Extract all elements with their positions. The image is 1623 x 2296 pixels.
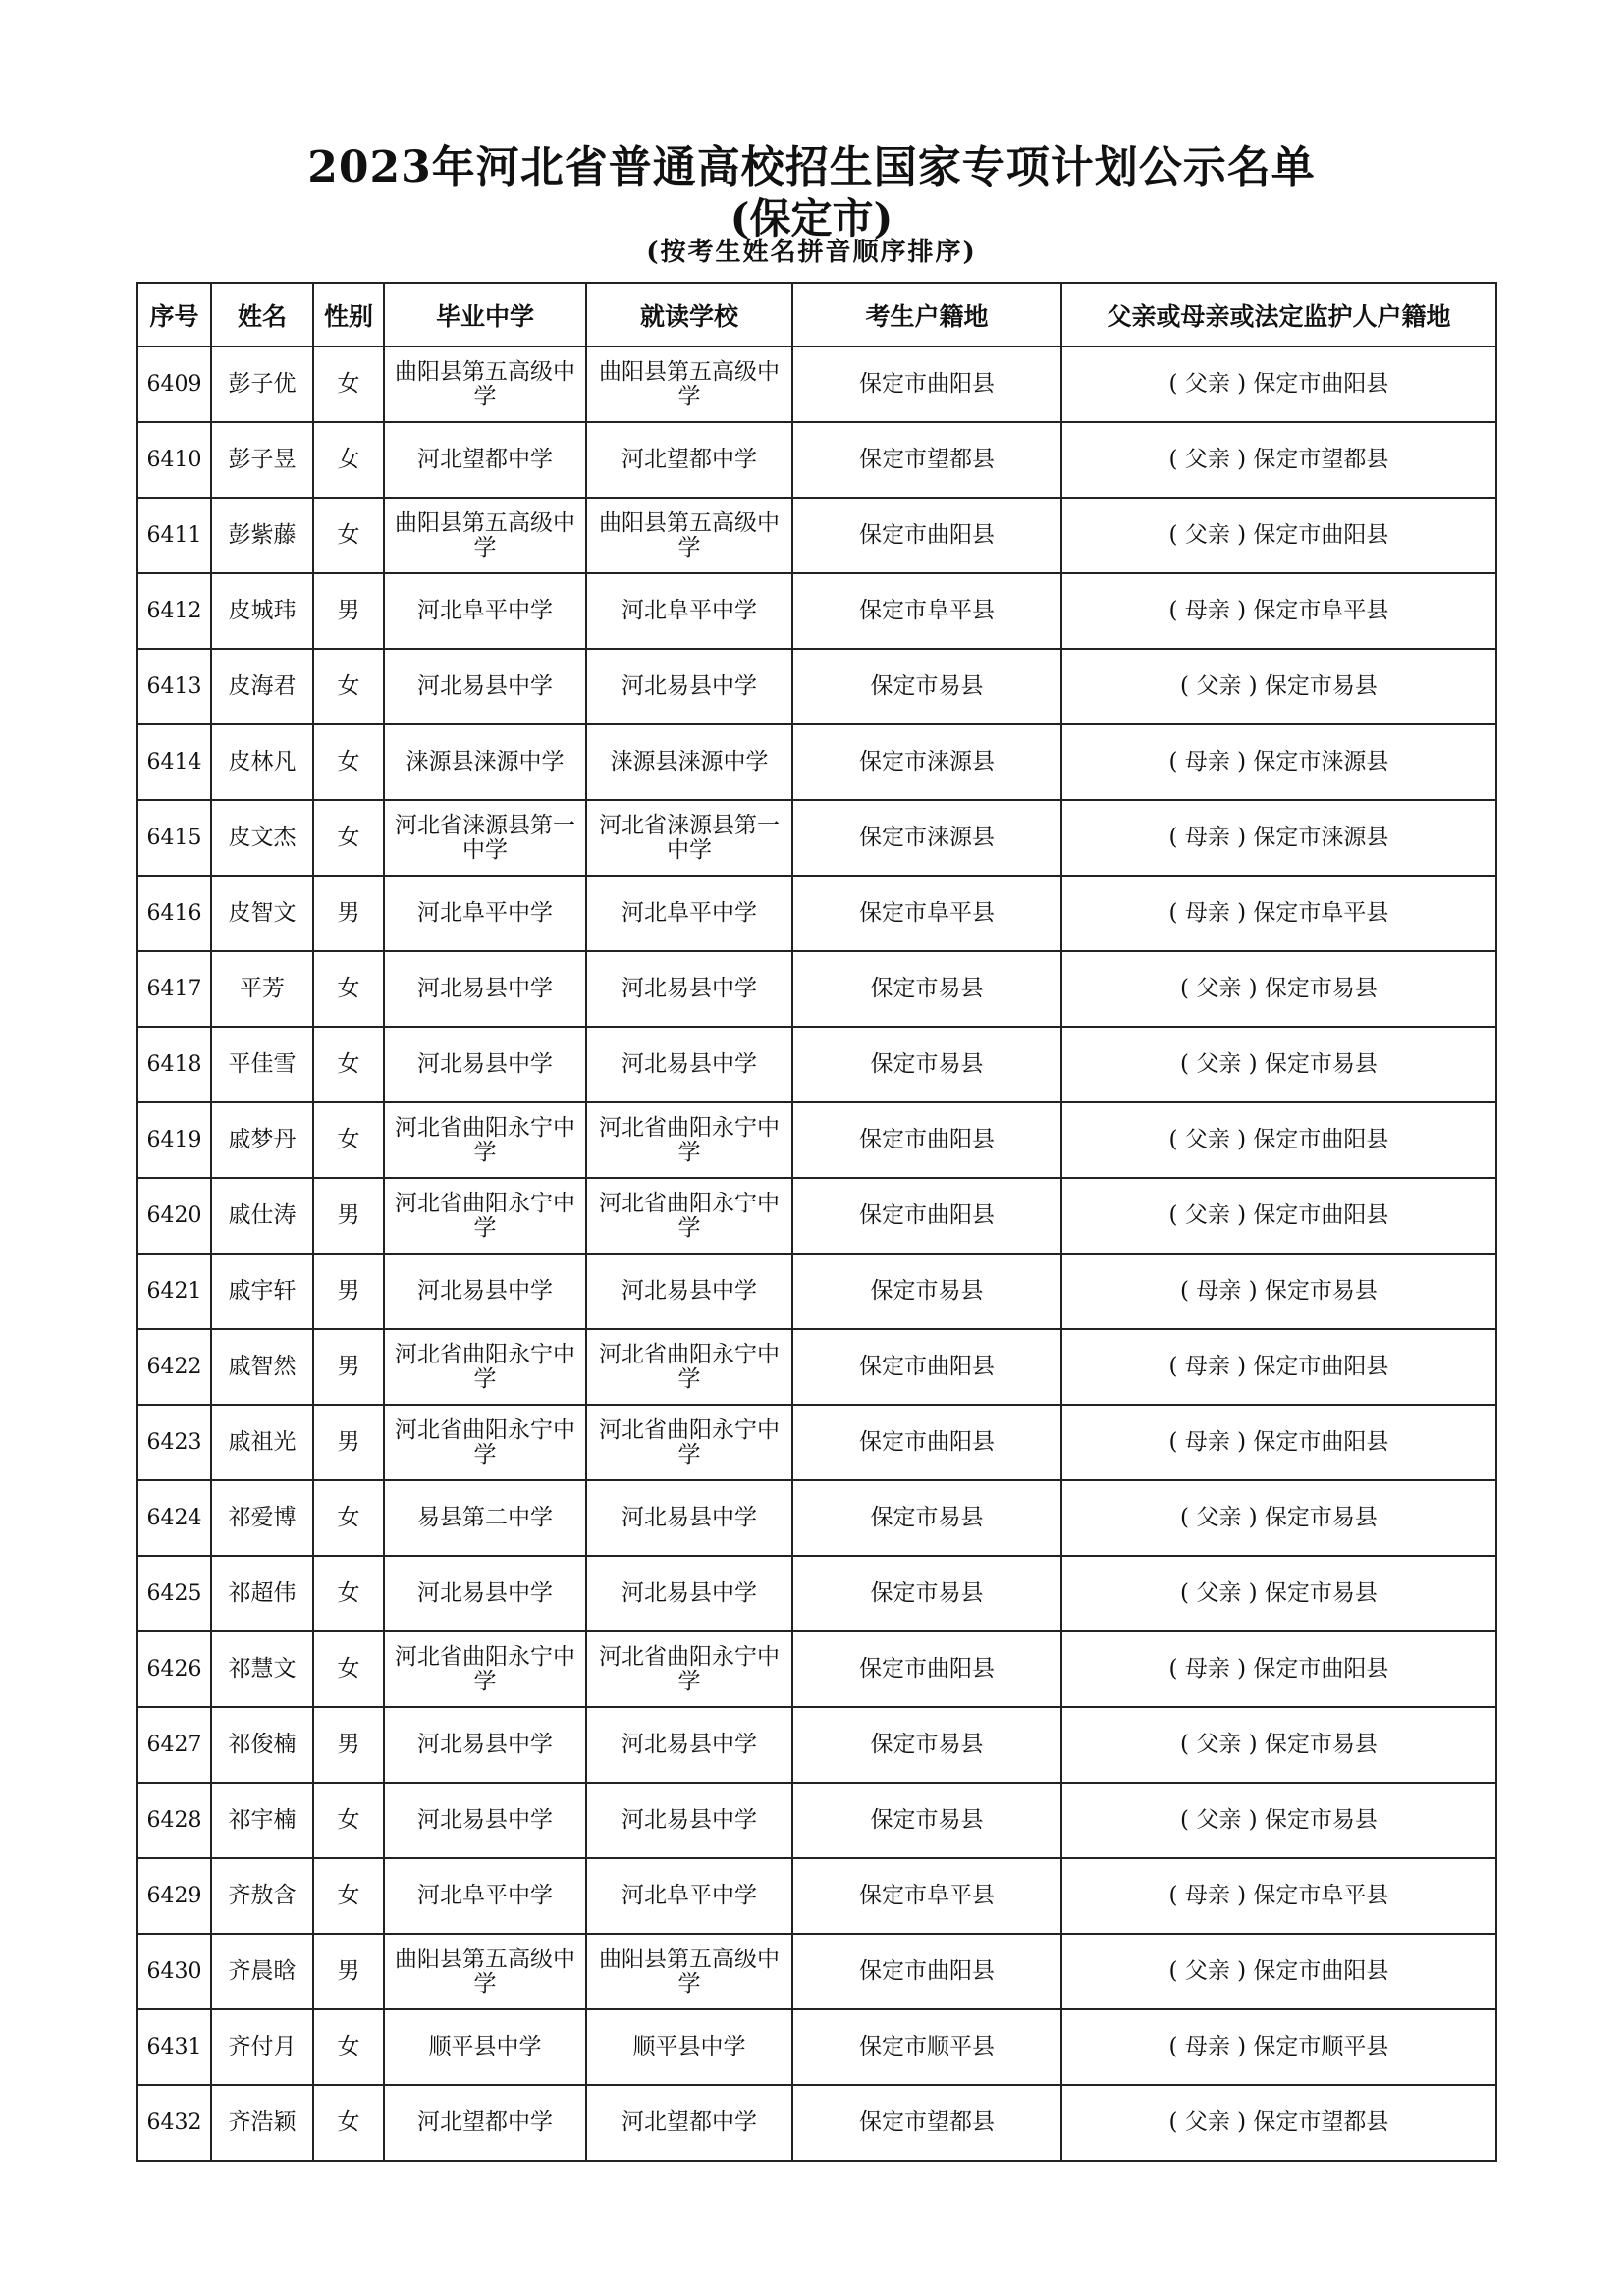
cell-gender: 女	[313, 1556, 384, 1631]
cell-student-hukou: 保定市易县	[792, 951, 1061, 1027]
cell-guardian-hukou: ( 母亲 ) 保定市曲阳县	[1061, 1405, 1496, 1480]
table-row	[137, 498, 1496, 573]
cell-guardian-hukou: ( 父亲 ) 保定市曲阳县	[1061, 1934, 1496, 2009]
cell-name: 皮智文	[211, 876, 313, 951]
cell-name: 皮城玮	[211, 573, 313, 649]
table-row	[137, 1934, 1496, 2009]
cell-name: 皮海君	[211, 649, 313, 724]
cell-name: 齐浩颖	[211, 2085, 313, 2161]
table-row	[137, 2009, 1496, 2085]
cell-graduation-school: 曲阳县第五高级中学	[384, 498, 586, 573]
cell-seq: 6415	[137, 800, 211, 876]
cell-graduation-school: 河北省曲阳永宁中学	[384, 1178, 586, 1254]
cell-guardian-hukou: ( 母亲 ) 保定市涞源县	[1061, 800, 1496, 876]
cell-guardian-hukou: ( 父亲 ) 保定市曲阳县	[1061, 347, 1496, 422]
cell-student-hukou: 保定市曲阳县	[792, 1178, 1061, 1254]
cell-student-hukou: 保定市易县	[792, 1254, 1061, 1329]
cell-graduation-school: 涞源县涞源中学	[384, 724, 586, 800]
cell-graduation-school: 河北易县中学	[384, 1027, 586, 1102]
cell-graduation-school: 河北省曲阳永宁中学	[384, 1329, 586, 1405]
cell-guardian-hukou: ( 父亲 ) 保定市易县	[1061, 951, 1496, 1027]
table-row	[137, 422, 1496, 498]
cell-gender: 女	[313, 1783, 384, 1858]
cell-gender: 女	[313, 724, 384, 800]
cell-seq: 6411	[137, 498, 211, 573]
cell-student-hukou: 保定市曲阳县	[792, 1329, 1061, 1405]
cell-seq: 6420	[137, 1178, 211, 1254]
cell-gender: 女	[313, 1631, 384, 1707]
cell-graduation-school: 河北易县中学	[384, 1254, 586, 1329]
cell-graduation-school: 易县第二中学	[384, 1480, 586, 1556]
cell-graduation-school: 河北省曲阳永宁中学	[384, 1631, 586, 1707]
cell-seq: 6410	[137, 422, 211, 498]
cell-current-school: 曲阳县第五高级中学	[586, 347, 792, 422]
cell-student-hukou: 保定市顺平县	[792, 2009, 1061, 2085]
cell-guardian-hukou: ( 父亲 ) 保定市易县	[1061, 649, 1496, 724]
cell-name: 皮文杰	[211, 800, 313, 876]
cell-name: 祁宇楠	[211, 1783, 313, 1858]
table-row	[137, 1178, 1496, 1254]
cell-graduation-school: 河北望都中学	[384, 422, 586, 498]
cell-guardian-hukou: ( 母亲 ) 保定市阜平县	[1061, 876, 1496, 951]
cell-name: 皮林凡	[211, 724, 313, 800]
cell-guardian-hukou: ( 父亲 ) 保定市易县	[1061, 1027, 1496, 1102]
table-row	[137, 1405, 1496, 1480]
cell-current-school: 河北省涞源县第一中学	[586, 800, 792, 876]
cell-guardian-hukou: ( 父亲 ) 保定市易县	[1061, 1707, 1496, 1783]
cell-student-hukou: 保定市阜平县	[792, 1858, 1061, 1934]
cell-seq: 6413	[137, 649, 211, 724]
cell-student-hukou: 保定市曲阳县	[792, 1405, 1061, 1480]
cell-student-hukou: 保定市易县	[792, 1707, 1061, 1783]
cell-gender: 女	[313, 800, 384, 876]
cell-seq: 6423	[137, 1405, 211, 1480]
cell-seq: 6431	[137, 2009, 211, 2085]
cell-student-hukou: 保定市易县	[792, 1480, 1061, 1556]
table-row	[137, 649, 1496, 724]
document-title: 2023年河北省普通高校招生国家专项计划公示名单	[307, 142, 1316, 192]
cell-name: 祁慧文	[211, 1631, 313, 1707]
cell-guardian-hukou: ( 父亲 ) 保定市望都县	[1061, 422, 1496, 498]
cell-guardian-hukou: ( 母亲 ) 保定市涞源县	[1061, 724, 1496, 800]
cell-name: 祁爱博	[211, 1480, 313, 1556]
cell-name: 齐敖含	[211, 1858, 313, 1934]
cell-guardian-hukou: ( 父亲 ) 保定市曲阳县	[1061, 498, 1496, 573]
cell-name: 戚智然	[211, 1329, 313, 1405]
cell-student-hukou: 保定市涞源县	[792, 724, 1061, 800]
cell-gender: 男	[313, 876, 384, 951]
cell-student-hukou: 保定市望都县	[792, 422, 1061, 498]
cell-current-school: 河北望都中学	[586, 422, 792, 498]
table-header-row	[137, 283, 1496, 347]
cell-student-hukou: 保定市易县	[792, 1783, 1061, 1858]
cell-gender: 女	[313, 2085, 384, 2161]
table-row	[137, 1329, 1496, 1405]
cell-current-school: 曲阳县第五高级中学	[586, 498, 792, 573]
cell-seq: 6432	[137, 2085, 211, 2161]
cell-graduation-school: 河北阜平中学	[384, 1858, 586, 1934]
cell-current-school: 河北易县中学	[586, 1254, 792, 1329]
cell-seq: 6425	[137, 1556, 211, 1631]
cell-seq: 6417	[137, 951, 211, 1027]
table-row	[137, 1480, 1496, 1556]
cell-name: 戚祖光	[211, 1405, 313, 1480]
cell-graduation-school: 河北易县中学	[384, 1783, 586, 1858]
document-subtitle: (保定市)	[730, 194, 893, 242]
table-row	[137, 347, 1496, 422]
cell-name: 戚宇轩	[211, 1254, 313, 1329]
cell-graduation-school: 河北阜平中学	[384, 573, 586, 649]
cell-gender: 女	[313, 2009, 384, 2085]
cell-current-school: 河北阜平中学	[586, 573, 792, 649]
table-row	[137, 1707, 1496, 1783]
cell-current-school: 河北省曲阳永宁中学	[586, 1405, 792, 1480]
cell-student-hukou: 保定市阜平县	[792, 573, 1061, 649]
cell-student-hukou: 保定市阜平县	[792, 876, 1061, 951]
cell-gender: 男	[313, 1254, 384, 1329]
cell-gender: 女	[313, 1858, 384, 1934]
cell-gender: 男	[313, 1405, 384, 1480]
cell-name: 戚仕涛	[211, 1178, 313, 1254]
cell-graduation-school: 河北望都中学	[384, 2085, 586, 2161]
cell-student-hukou: 保定市曲阳县	[792, 1102, 1061, 1178]
cell-student-hukou: 保定市望都县	[792, 2085, 1061, 2161]
cell-student-hukou: 保定市涞源县	[792, 800, 1061, 876]
cell-student-hukou: 保定市易县	[792, 1556, 1061, 1631]
cell-seq: 6428	[137, 1783, 211, 1858]
cell-name: 戚梦丹	[211, 1102, 313, 1178]
cell-current-school: 河北省曲阳永宁中学	[586, 1329, 792, 1405]
table-row	[137, 573, 1496, 649]
cell-guardian-hukou: ( 母亲 ) 保定市易县	[1061, 1254, 1496, 1329]
cell-gender: 女	[313, 347, 384, 422]
cell-guardian-hukou: ( 父亲 ) 保定市曲阳县	[1061, 1178, 1496, 1254]
cell-guardian-hukou: ( 父亲 ) 保定市易县	[1061, 1783, 1496, 1858]
cell-student-hukou: 保定市易县	[792, 649, 1061, 724]
cell-name: 彭紫藤	[211, 498, 313, 573]
cell-gender: 女	[313, 951, 384, 1027]
cell-student-hukou: 保定市曲阳县	[792, 347, 1061, 422]
cell-seq: 6426	[137, 1631, 211, 1707]
cell-gender: 女	[313, 1102, 384, 1178]
cell-current-school: 河北易县中学	[586, 1556, 792, 1631]
cell-current-school: 顺平县中学	[586, 2009, 792, 2085]
cell-graduation-school: 顺平县中学	[384, 2009, 586, 2085]
cell-graduation-school: 河北省曲阳永宁中学	[384, 1102, 586, 1178]
sort-note: (按考生姓名拼音顺序排序)	[646, 238, 977, 267]
cell-graduation-school: 曲阳县第五高级中学	[384, 347, 586, 422]
cell-graduation-school: 河北省曲阳永宁中学	[384, 1405, 586, 1480]
cell-graduation-school: 河北省涞源县第一中学	[384, 800, 586, 876]
cell-seq: 6421	[137, 1254, 211, 1329]
table-row	[137, 876, 1496, 951]
cell-seq: 6412	[137, 573, 211, 649]
cell-seq: 6429	[137, 1858, 211, 1934]
cell-graduation-school: 河北易县中学	[384, 649, 586, 724]
cell-gender: 男	[313, 1178, 384, 1254]
cell-seq: 6419	[137, 1102, 211, 1178]
cell-name: 祁超伟	[211, 1556, 313, 1631]
cell-guardian-hukou: ( 母亲 ) 保定市曲阳县	[1061, 1329, 1496, 1405]
cell-current-school: 河北易县中学	[586, 1480, 792, 1556]
header-name: 姓名	[211, 283, 313, 347]
cell-current-school: 河北易县中学	[586, 1027, 792, 1102]
cell-guardian-hukou: ( 母亲 ) 保定市曲阳县	[1061, 1631, 1496, 1707]
cell-guardian-hukou: ( 父亲 ) 保定市易县	[1061, 1556, 1496, 1631]
table-row	[137, 1556, 1496, 1631]
cell-student-hukou: 保定市曲阳县	[792, 1631, 1061, 1707]
cell-gender: 女	[313, 1480, 384, 1556]
table-row	[137, 1631, 1496, 1707]
table-row	[137, 1027, 1496, 1102]
cell-name: 平芳	[211, 951, 313, 1027]
cell-student-hukou: 保定市曲阳县	[792, 498, 1061, 573]
cell-current-school: 河北易县中学	[586, 951, 792, 1027]
cell-current-school: 河北阜平中学	[586, 1858, 792, 1934]
cell-gender: 男	[313, 1707, 384, 1783]
cell-current-school: 河北阜平中学	[586, 876, 792, 951]
cell-gender: 女	[313, 1027, 384, 1102]
cell-gender: 男	[313, 1329, 384, 1405]
table-row	[137, 724, 1496, 800]
cell-graduation-school: 河北阜平中学	[384, 876, 586, 951]
cell-guardian-hukou: ( 母亲 ) 保定市阜平县	[1061, 573, 1496, 649]
cell-current-school: 河北望都中学	[586, 2085, 792, 2161]
cell-seq: 6427	[137, 1707, 211, 1783]
cell-guardian-hukou: ( 父亲 ) 保定市易县	[1061, 1480, 1496, 1556]
cell-seq: 6430	[137, 1934, 211, 2009]
cell-name: 彭子优	[211, 347, 313, 422]
cell-current-school: 河北易县中学	[586, 1783, 792, 1858]
cell-gender: 女	[313, 649, 384, 724]
cell-guardian-hukou: ( 母亲 ) 保定市阜平县	[1061, 1858, 1496, 1934]
cell-seq: 6424	[137, 1480, 211, 1556]
header-student-hukou: 考生户籍地	[792, 283, 1061, 347]
cell-seq: 6422	[137, 1329, 211, 1405]
cell-current-school: 河北省曲阳永宁中学	[586, 1102, 792, 1178]
header-seq: 序号	[137, 283, 211, 347]
header-guardian-hukou: 父亲或母亲或法定监护人户籍地	[1061, 283, 1496, 347]
table-row	[137, 951, 1496, 1027]
table-row	[137, 1858, 1496, 1934]
table-row	[137, 1102, 1496, 1178]
cell-student-hukou: 保定市曲阳县	[792, 1934, 1061, 2009]
cell-graduation-school: 河北易县中学	[384, 1556, 586, 1631]
cell-gender: 女	[313, 422, 384, 498]
cell-name: 平佳雪	[211, 1027, 313, 1102]
cell-current-school: 河北易县中学	[586, 1707, 792, 1783]
cell-current-school: 河北易县中学	[586, 649, 792, 724]
cell-gender: 男	[313, 573, 384, 649]
cell-current-school: 曲阳县第五高级中学	[586, 1934, 792, 2009]
cell-seq: 6414	[137, 724, 211, 800]
cell-graduation-school: 河北易县中学	[384, 951, 586, 1027]
cell-graduation-school: 曲阳县第五高级中学	[384, 1934, 586, 2009]
cell-current-school: 河北省曲阳永宁中学	[586, 1631, 792, 1707]
cell-graduation-school: 河北易县中学	[384, 1707, 586, 1783]
cell-name: 齐付月	[211, 2009, 313, 2085]
cell-current-school: 涞源县涞源中学	[586, 724, 792, 800]
cell-gender: 女	[313, 498, 384, 573]
cell-guardian-hukou: ( 父亲 ) 保定市曲阳县	[1061, 1102, 1496, 1178]
cell-seq: 6418	[137, 1027, 211, 1102]
cell-gender: 男	[313, 1934, 384, 2009]
table-row	[137, 1254, 1496, 1329]
header-current-school: 就读学校	[586, 283, 792, 347]
roster-table	[136, 282, 1497, 2162]
cell-name: 彭子昱	[211, 422, 313, 498]
cell-student-hukou: 保定市易县	[792, 1027, 1061, 1102]
cell-seq: 6409	[137, 347, 211, 422]
cell-name: 齐晨晗	[211, 1934, 313, 2009]
cell-current-school: 河北省曲阳永宁中学	[586, 1178, 792, 1254]
cell-seq: 6416	[137, 876, 211, 951]
table-row	[137, 1783, 1496, 1858]
cell-guardian-hukou: ( 母亲 ) 保定市顺平县	[1061, 2009, 1496, 2085]
cell-guardian-hukou: ( 父亲 ) 保定市望都县	[1061, 2085, 1496, 2161]
cell-name: 祁俊楠	[211, 1707, 313, 1783]
table-row	[137, 2085, 1496, 2161]
header-graduation-school: 毕业中学	[384, 283, 586, 347]
table-row	[137, 800, 1496, 876]
header-gender: 性别	[313, 283, 384, 347]
